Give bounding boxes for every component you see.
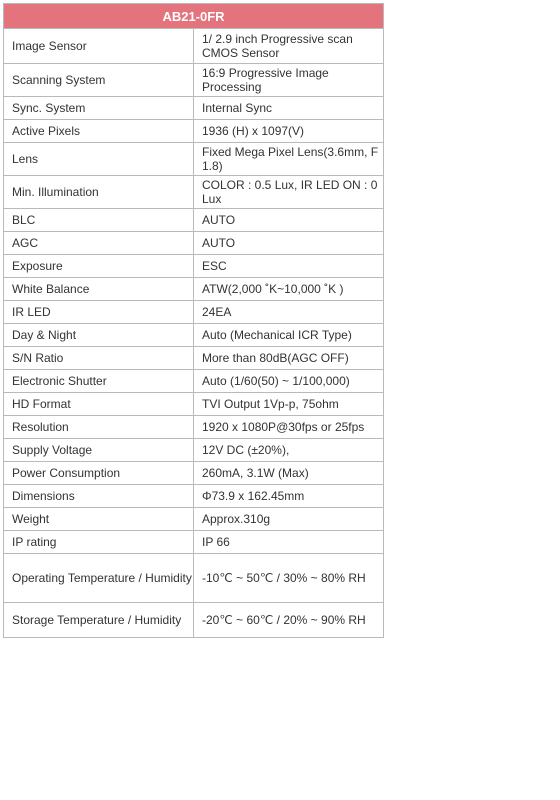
spec-value: 260mA, 3.1W (Max) xyxy=(194,462,384,485)
table-row xyxy=(4,439,384,462)
spec-label: IR LED xyxy=(4,301,194,324)
table-row xyxy=(4,29,384,64)
model-title: AB21-0FR xyxy=(4,4,384,29)
spec-value: -20℃ ~ 60℃ / 20% ~ 90% RH xyxy=(194,603,384,638)
spec-label: Active Pixels xyxy=(4,120,194,143)
spec-value: Φ73.9 x 162.45mm xyxy=(194,485,384,508)
spec-value: 16:9 Progressive Image Processing xyxy=(194,64,384,97)
table-row xyxy=(4,462,384,485)
spec-value: 1920 x 1080P@30fps or 25fps xyxy=(194,416,384,439)
spec-value: More than 80dB(AGC OFF) xyxy=(194,347,384,370)
spec-label: Storage Temperature / Humidity xyxy=(4,603,194,638)
table-row xyxy=(4,324,384,347)
table-row xyxy=(4,370,384,393)
table-row xyxy=(4,603,384,638)
spec-label: Power Consumption xyxy=(4,462,194,485)
spec-label: AGC xyxy=(4,232,194,255)
table-row xyxy=(4,347,384,370)
table-row xyxy=(4,416,384,439)
table-row xyxy=(4,255,384,278)
spec-value: Auto (1/60(50) ~ 1/100,000) xyxy=(194,370,384,393)
spec-label: Resolution xyxy=(4,416,194,439)
table-row xyxy=(4,393,384,416)
spec-value: ATW(2,000 ˚K~10,000 ˚K ) xyxy=(194,278,384,301)
spec-value: 1/ 2.9 inch Progressive scan CMOS Sensor xyxy=(194,29,384,64)
table-row xyxy=(4,278,384,301)
table-row xyxy=(4,143,384,176)
table-row xyxy=(4,64,384,97)
spec-value: 12V DC (±20%), xyxy=(194,439,384,462)
table-row xyxy=(4,531,384,554)
spec-label: White Balance xyxy=(4,278,194,301)
spec-label: Sync. System xyxy=(4,97,194,120)
spec-value: TVI Output 1Vp-p, 75ohm xyxy=(194,393,384,416)
table-row xyxy=(4,232,384,255)
spec-label: Dimensions xyxy=(4,485,194,508)
spec-value: ESC xyxy=(194,255,384,278)
spec-label: Operating Temperature / Humidity xyxy=(4,554,194,603)
spec-label: Electronic Shutter xyxy=(4,370,194,393)
spec-label: Supply Voltage xyxy=(4,439,194,462)
spec-label: Scanning System xyxy=(4,64,194,97)
spec-label: S/N Ratio xyxy=(4,347,194,370)
spec-value: IP 66 xyxy=(194,531,384,554)
table-row xyxy=(4,209,384,232)
table-row xyxy=(4,485,384,508)
spec-value: 1936 (H) x 1097(V) xyxy=(194,120,384,143)
spec-value: Auto (Mechanical ICR Type) xyxy=(194,324,384,347)
spec-label: Day & Night xyxy=(4,324,194,347)
spec-value: Approx.310g xyxy=(194,508,384,531)
spec-value: -10℃ ~ 50℃ / 30% ~ 80% RH xyxy=(194,554,384,603)
table-row xyxy=(4,97,384,120)
spec-table xyxy=(3,3,384,638)
table-row xyxy=(4,176,384,209)
spec-value: AUTO xyxy=(194,209,384,232)
spec-value: Internal Sync xyxy=(194,97,384,120)
table-row xyxy=(4,301,384,324)
spec-label: Image Sensor xyxy=(4,29,194,64)
spec-value: 24EA xyxy=(194,301,384,324)
spec-label: Weight xyxy=(4,508,194,531)
spec-label: HD Format xyxy=(4,393,194,416)
spec-label: BLC xyxy=(4,209,194,232)
spec-label: Min. Illumination xyxy=(4,176,194,209)
spec-value: AUTO xyxy=(194,232,384,255)
spec-label: Lens xyxy=(4,143,194,176)
spec-label: Exposure xyxy=(4,255,194,278)
spec-value: COLOR : 0.5 Lux, IR LED ON : 0 Lux xyxy=(194,176,384,209)
table-row xyxy=(4,554,384,603)
spec-value: Fixed Mega Pixel Lens(3.6mm, F 1.8) xyxy=(194,143,384,176)
table-row xyxy=(4,120,384,143)
table-row xyxy=(4,508,384,531)
spec-sheet xyxy=(3,3,384,638)
spec-label: IP rating xyxy=(4,531,194,554)
